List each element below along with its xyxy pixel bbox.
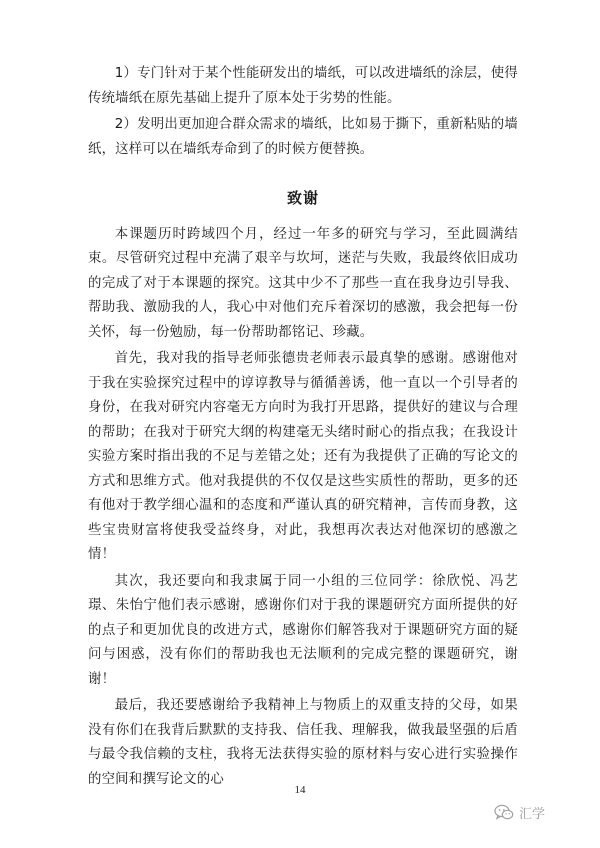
document-page bbox=[88, 62, 518, 792]
watermark bbox=[494, 803, 545, 822]
body-paragraph-3: 其次，我还要向和我隶属于同一小组的三位同学：徐欣悦、冯艺璟、朱怡宁他们表示感谢，感谢你们对于我的课题研究方面所提供的好的点子和更加优良的改进方式，感谢你们解答我对于课题研究方面的疑问与困惑，没有你们的帮助我也无法顺利的完成完整的课题研究，谢谢！ bbox=[88, 573, 518, 687]
page-number: 14 bbox=[294, 784, 306, 796]
watermark-text: 汇学 bbox=[519, 807, 546, 822]
intro-paragraph-2: 2）发明出更加迎合群众需求的墙纸，比如易于撕下，重新粘贴的墙纸，这样可以在墙纸寿命到了的时候方便替换。 bbox=[88, 117, 518, 157]
body-paragraph-1: 本课题历时跨域四个月，经过一年多的研究与学习，至此圆满结束。尽管研究过程中充满了艰辛与坎坷，迷茫与失败，我最终依旧成功的完成了对于本课题的探究。这其中少不了那些一直在我身边引导我、帮助我、激励我的人，我心中对他们充斥着深切的感激，我会把每一份关怀，每一份勉励，每一份帮助都铭记、珍藏。 bbox=[88, 226, 518, 340]
body-paragraph-2: 首先，我对我的指导老师张德贵老师表示最真挚的感谢。感谢他对于我在实验探究过程中的谆谆教导与循循善诱，他一直以一个引导者的身份，在我对研究内容毫无方向时为我打开思路，提供好的建议与合理的帮助；在我对于研究大纲的构建毫无头绪时耐心的指点我；在我设计实验方案时指出我的不足与差错之处；还有为我提供了正确的写论文的方式和思维方式。他对我提供的不仅仅是这些实质性的帮助，更多的还有他对于教学细心温和的态度和严谨认真的研究精神，言传而身教，这些宝贵财富将使我受益终身，对此，我想再次表达对他深切的感激之情！ bbox=[88, 351, 518, 562]
intro-paragraph-1: 1）专门针对于某个性能研发出的墙纸，可以改进墙纸的涂层，使得传统墙纸在原先基础上提升了原本处于劣势的性能。 bbox=[88, 66, 518, 106]
section-heading-acknowledgements: 致谢 bbox=[286, 189, 319, 207]
body-paragraph-4: 最后，我还要感谢给予我精神上与物质上的双重支持的父母，如果没有你们在我背后默默的支持我、信任我、理解我，做我最坚强的后盾与最令我信赖的支柱，我将无法获得实验的原材料与安心进行实验操作的空间和撰写论文的心 bbox=[88, 698, 518, 787]
wechat-icon bbox=[494, 804, 514, 821]
